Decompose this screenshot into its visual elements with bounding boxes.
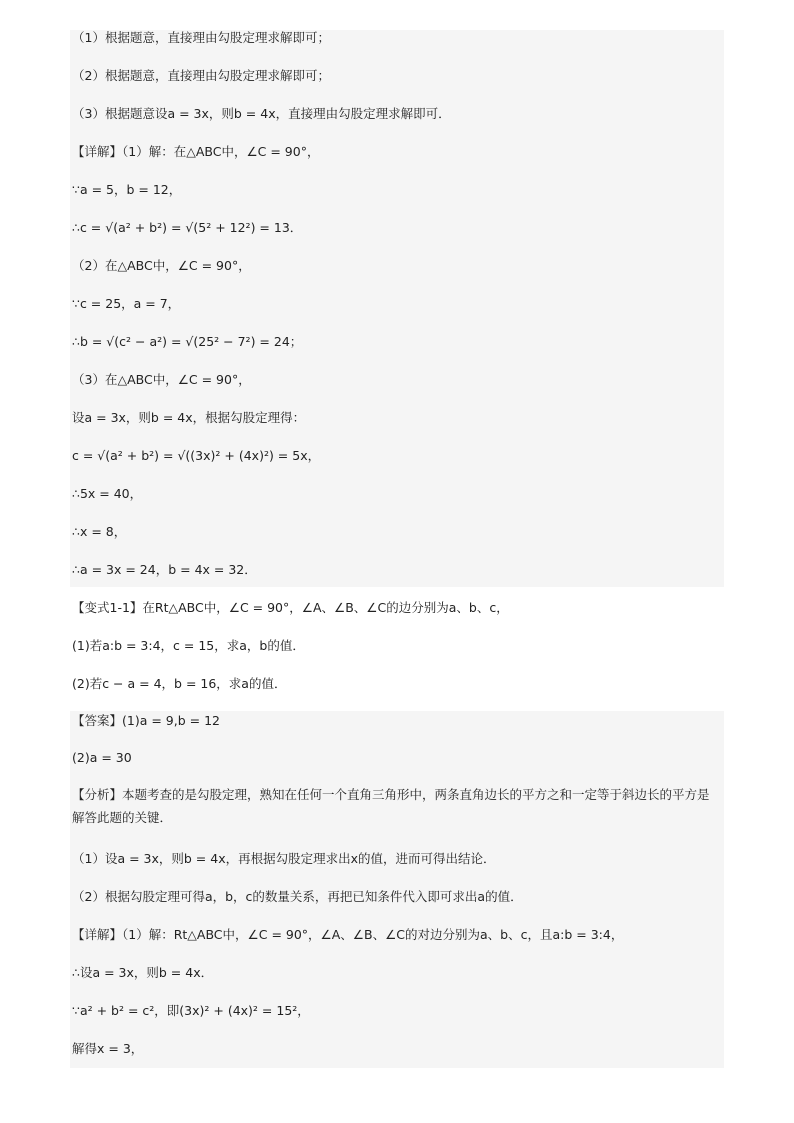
- analysis-step-1: （1）设a = 3x，则b = 4x，再根据勾股定理求出x的值，进而可得出结论．: [72, 851, 496, 866]
- solution-line: （3）在△ABC中，∠C = 90°，: [72, 372, 251, 387]
- solution-line: ∵c = 25，a = 7，: [72, 296, 181, 311]
- solution-heading: 【详解】（1）解：Rt△ABC中，∠C = 90°，∠A、∠B、∠C的对边分别为a、b、c，且a:b = 3:4，: [72, 927, 624, 942]
- solution-line: c = √(a² + b²) = √((3x)² + (4x)²) = 5x，: [72, 448, 321, 463]
- analysis-step-3: （3）根据题意设a = 3x，则b = 4x，直接理由勾股定理求解即可．: [72, 106, 451, 121]
- analysis-paragraph: 【分析】本题考查的是勾股定理，熟知在任何一个直角三角形中，两条直角边长的平方之和一定等于斜边长的平方是解答此题的关键．: [72, 787, 710, 825]
- solution-line: ∵a² + b² = c²，即(3x)² + (4x)² = 15²，: [72, 1003, 310, 1018]
- solution-line: ∴设a = 3x，则b = 4x．: [72, 965, 214, 980]
- solution-heading: 【详解】（1）解：在△ABC中，∠C = 90°，: [72, 144, 320, 159]
- analysis-step-2: （2）根据题意，直接理由勾股定理求解即可；: [72, 68, 330, 83]
- solution-line: ∴b = √(c² − a²) = √(25² − 7²) = 24；: [72, 334, 303, 349]
- answer-line: (2)a = 30: [72, 750, 132, 765]
- variant-question-part-2: (2)若c − a = 4，b = 16，求a的值．: [72, 676, 287, 691]
- solution-line: ∵a = 5，b = 12，: [72, 182, 182, 197]
- analysis-step-1: （1）根据题意，直接理由勾股定理求解即可；: [72, 30, 330, 45]
- solution-line: ∴x = 8，: [72, 524, 127, 539]
- solution-line: ∴5x = 40，: [72, 486, 143, 501]
- variant-question-part-1: (1)若a:b = 3:4，c = 15，求a，b的值．: [72, 638, 305, 653]
- answer-line: 【答案】(1)a = 9,b = 12: [72, 713, 220, 728]
- variant-question-title: 【变式1-1】在Rt△ABC中，∠C = 90°，∠A、∠B、∠C的边分别为a、b、c，: [72, 600, 509, 615]
- solution-line: （2）在△ABC中，∠C = 90°，: [72, 258, 251, 273]
- solution-line: ∴a = 3x = 24，b = 4x = 32．: [72, 562, 257, 577]
- solution-line: 设a = 3x，则b = 4x，根据勾股定理得：: [72, 410, 306, 425]
- solution-line: ∴c = √(a² + b²) = √(5² + 12²) = 13．: [72, 220, 303, 235]
- solution-line: 解得x = 3，: [72, 1041, 144, 1056]
- analysis-step-2: （2）根据勾股定理可得a，b，c的数量关系，再把已知条件代入即可求出a的值．: [72, 889, 523, 904]
